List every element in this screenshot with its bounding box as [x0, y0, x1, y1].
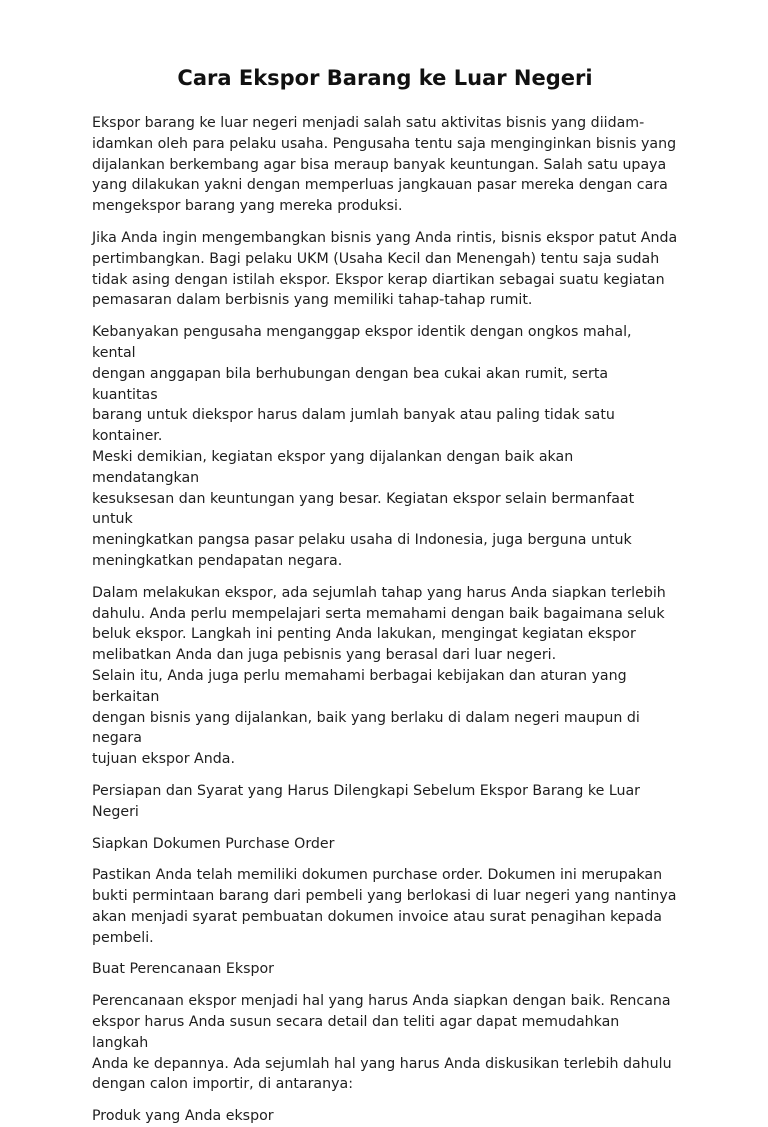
paragraph-tahap: Dalam melakukan ekspor, ada sejumlah tahap yang harus Anda siapkan terlebih dahulu. Anda perlu mempelajari serta memahami dengan baik bagaimana seluk beluk ekspor. Langkah ini penting Anda lakukan, mengingat kegiatan ekspor melibatkan Anda dan juga pebisnis yang berasal dari luar negeri. Selain itu, Anda juga perlu memahami berbagai kebijakan dan aturan yang berkaitan dengan bisnis yang dijalankan, baik yang berlaku di dalam negeri maupun di negara tujuan ekspor Anda. [92, 584, 666, 768]
subheading-purchase-order: Siapkan Dokumen Purchase Order [92, 835, 335, 852]
subheading-perencanaan: Buat Perencanaan Ekspor [92, 961, 274, 978]
paragraph-intro: Ekspor barang ke luar negeri menjadi salah satu aktivitas bisnis yang diidam- idamkan oleh para pelaku usaha. Pengusaha tentu saja menginginkan bisnis yang dijalankan berkembang agar bisa meraup banyak keuntungan. Salah satu upaya yang dilakukan yakni dengan memperluas jangkauan pasar mereka dengan cara mengekspor barang yang mereka produksi. [92, 115, 677, 215]
paragraph-perencanaan: Perencanaan ekspor menjadi hal yang harus Anda siapkan dengan baik. Rencana ekspor harus Anda susun secara detail dan teliti agar dapat memudahkan langkah Anda ke depannya. Ada sejumlah hal yang harus Anda diskusikan terlebih dahulu dengan calon importir, di antaranya: [92, 993, 672, 1093]
paragraph-anggapan: Kebanyakan pengusaha menganggap ekspor identik dengan ongkos mahal, kental dengan anggapan bila berhubungan dengan bea cukai akan rumit, serta kuantitas barang untuk diekspor harus dalam jumlah banyak atau paling tidak satu kontainer. Meski demikian, kegiatan ekspor yang dijalankan dengan baik akan mendatangkan kesuksesan dan keuntungan yang besar. Kegiatan ekspor selain bermanfaat untuk meningkatkan pangsa pasar pelaku usaha di Indonesia, juga berguna untuk meningkatkan pendapatan negara. [92, 324, 635, 569]
section-heading-persiapan: Persiapan dan Syarat yang Harus Dilengkapi Sebelum Ekspor Barang ke Luar Negeri [92, 782, 640, 820]
paragraph-purchase-order: Pastikan Anda telah memiliki dokumen purchase order. Dokumen ini merupakan bukti permintaan barang dari pembeli yang berlokasi di luar negeri yang nantinya akan menjadi syarat pembuatan dokumen invoice atau surat penagihan kepada pembeli. [92, 867, 677, 946]
document-title: Cara Ekspor Barang ke Luar Negeri [177, 66, 593, 90]
list-item-produk: Produk yang Anda ekspor [92, 1108, 274, 1125]
paragraph-ukm: Jika Anda ingin mengembangkan bisnis yang Anda rintis, bisnis ekspor patut Anda pertimbangkan. Bagi pelaku UKM (Usaha Kecil dan Menengah) tentu saja sudah tidak asing dengan istilah ekspor. Ekspor kerap diartikan sebagai suatu kegiatan pemasaran dalam berbisnis yang memiliki tahap-tahap rumit. [92, 229, 678, 309]
